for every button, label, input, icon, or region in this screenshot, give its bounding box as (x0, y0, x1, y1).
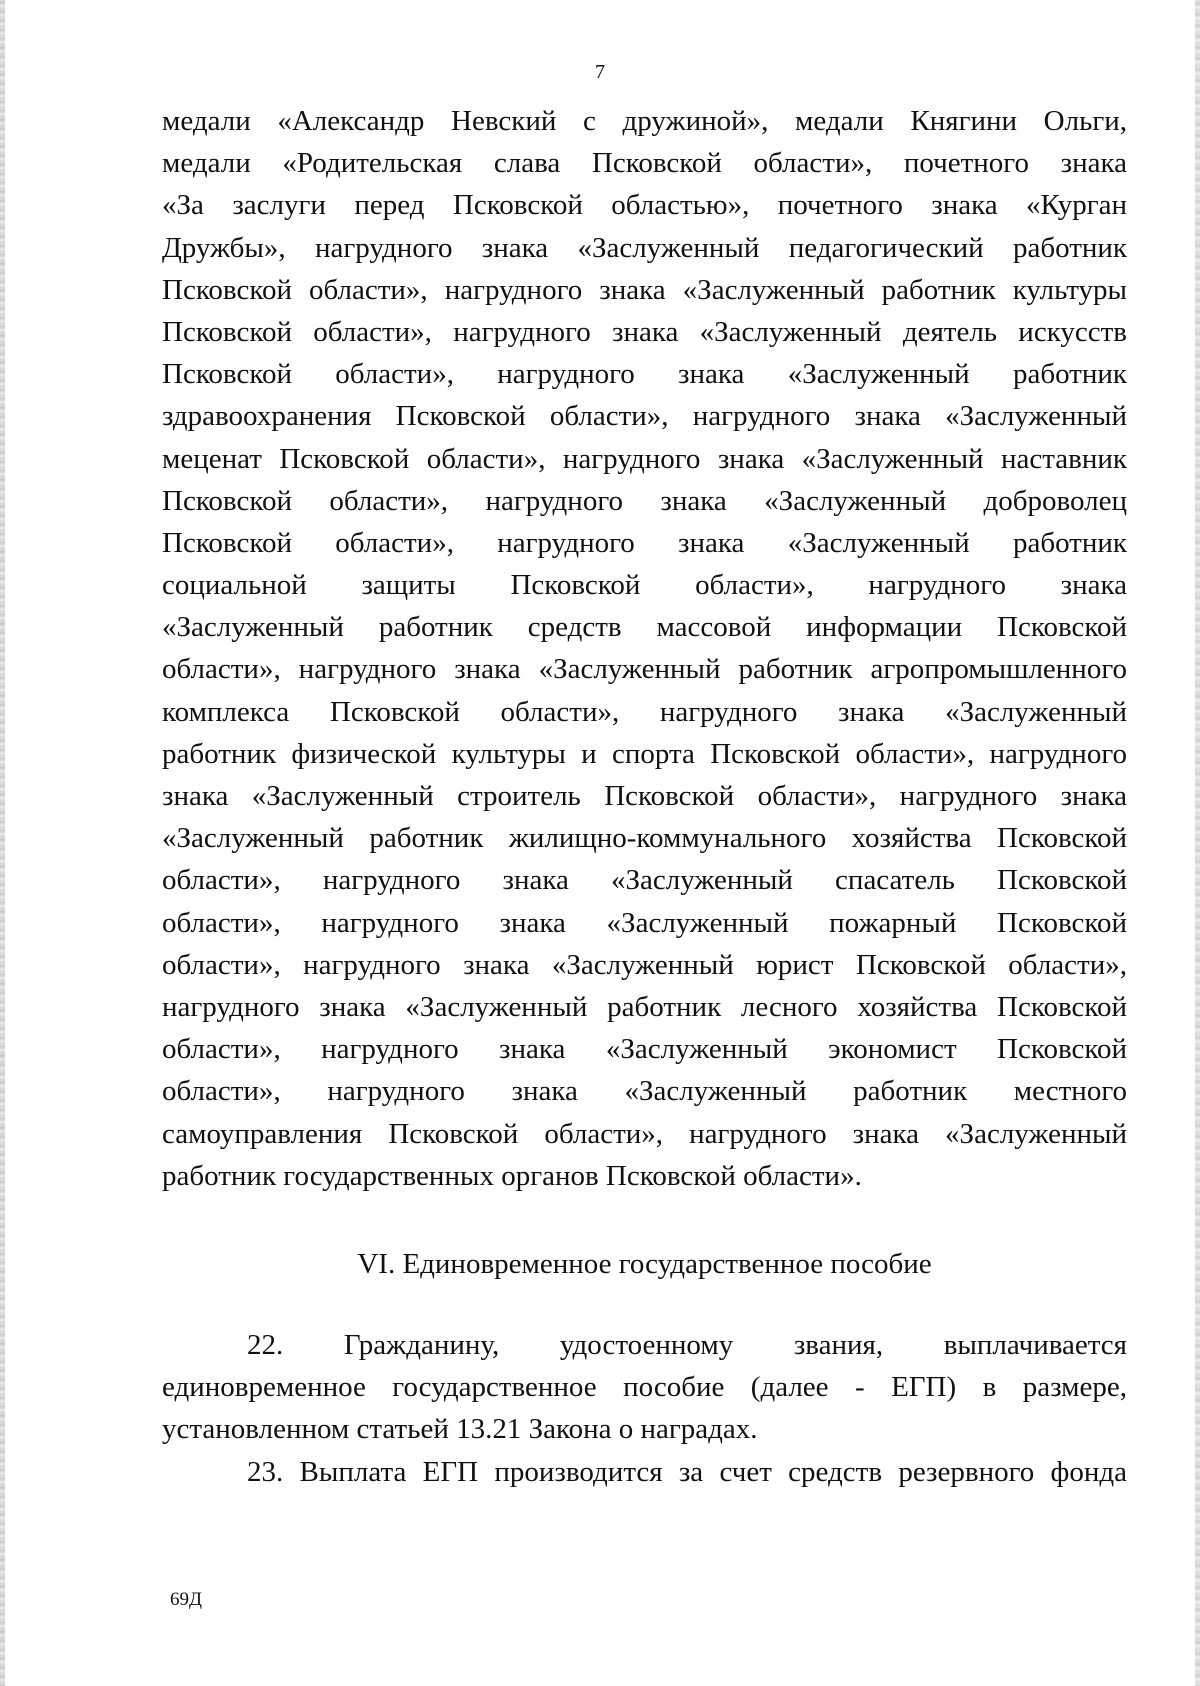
text-line: «Заслуженный работник жилищно-коммунального хозяйства Псковской (162, 822, 1127, 855)
scan-edge-left (0, 0, 5, 1686)
text-line: области», нагрудного знака «Заслуженный экономист Псковской (162, 1033, 1127, 1066)
text-line: области», нагрудного знака «Заслуженный пожарный Псковской (162, 906, 1127, 939)
text-line: «За заслуги перед Псковской областью», почетного знака «Курган (162, 189, 1127, 222)
text-line: «Заслуженный работник средств массовой информации Псковской (162, 611, 1127, 644)
text-line: области», нагрудного знака «Заслуженный работник агропромышленного (162, 653, 1127, 686)
text-line: нагрудного знака «Заслуженный работник лесного хозяйства Псковской (162, 990, 1127, 1023)
text-line: медали «Родительская слава Псковской области», почетного знака (162, 147, 1127, 180)
text-line: Псковской области», нагрудного знака «Заслуженный деятель искусств (162, 315, 1127, 348)
text-line: Дружбы», нагрудного знака «Заслуженный педагогический работник (162, 231, 1127, 264)
text-line: области», нагрудного знака «Заслуженный работник местного (162, 1075, 1127, 1108)
text-line: комплекса Псковской области», нагрудного знака «Заслуженный (162, 695, 1127, 728)
page-number: 7 (595, 61, 605, 83)
paragraph-continuation (162, 100, 1127, 1197)
text-line: Псковской области», нагрудного знака «Заслуженный работник культуры (162, 273, 1127, 306)
text-line: области», нагрудного знака «Заслуженный спасатель Псковской (162, 864, 1127, 897)
text-line: знака «Заслуженный строитель Псковской области», нагрудного знака (162, 780, 1127, 812)
text-line: работник государственных органов Псковской области». (162, 1159, 862, 1192)
text-line: 23. Выплата ЕГП производится за счет средств резервного фонда (247, 1455, 1127, 1488)
text-line: единовременное государственное пособие (далее - ЕГП) в размере, (162, 1371, 1127, 1404)
text-line: социальной защиты Псковской области», нагрудного знака (162, 569, 1127, 602)
text-line: Псковской области», нагрудного знака «Заслуженный работник (162, 358, 1127, 391)
document-code: 69Д (170, 1589, 202, 1610)
section-heading: VI. Единовременное государственное пособие (357, 1248, 932, 1280)
text-line: меценат Псковской области», нагрудного знака «Заслуженный наставник (162, 442, 1127, 475)
text-line: Псковской области», нагрудного знака «Заслуженный работник (162, 526, 1127, 559)
text-line: медали «Александр Невский с дружиной», медали Княгини Ольги, (162, 105, 1127, 137)
text-line: самоуправления Псковской области», нагрудного знака «Заслуженный (162, 1117, 1127, 1150)
text-line: работник физической культуры и спорта Псковской области», нагрудного (162, 737, 1127, 770)
text-line: здравоохранения Псковской области», нагрудного знака «Заслуженный (162, 400, 1127, 433)
scan-edge-right (1195, 0, 1200, 1686)
text-line: области», нагрудного знака «Заслуженный юрист Псковской области», (162, 948, 1127, 981)
text-line: установленном статьей 13.21 Закона о наградах. (162, 1413, 758, 1446)
text-line: 22. Гражданину, удостоенному звания, выплачивается (247, 1329, 1127, 1361)
section-paragraphs (162, 1324, 1127, 1493)
text-line: Псковской области», нагрудного знака «Заслуженный доброволец (162, 484, 1127, 517)
